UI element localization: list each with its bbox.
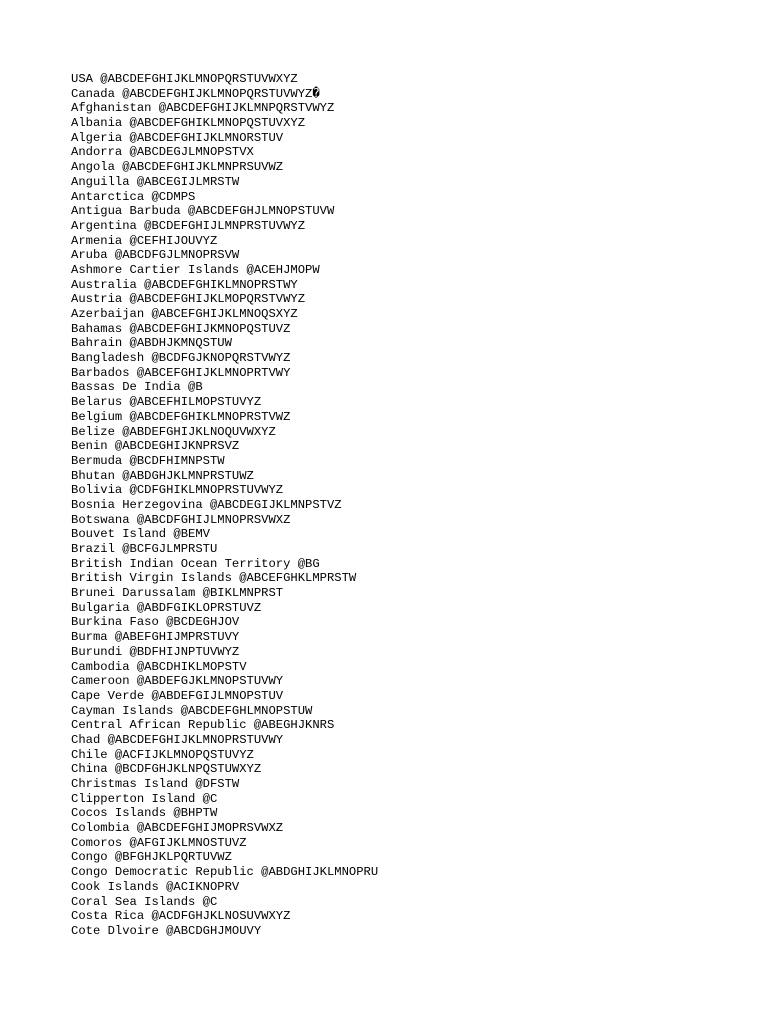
text-line: Central African Republic @ABEGHJKNRS (71, 718, 335, 733)
text-line: Bangladesh @BCDFGJKNOPQRSTVWYZ (71, 351, 291, 366)
text-line: Brazil @BCFGJLMPRSTU (71, 542, 218, 556)
text-line: Bahrain @ABDHJKMNQSTUW (71, 336, 232, 351)
text-line: Algeria @ABCDEFGHIJKLMNORSTUV (71, 130, 284, 145)
text-line: Cambodia @ABCDHIKLMOPSTV (71, 659, 247, 674)
text-line: Belarus @ABCEFHILMOPSTUVYZ (71, 395, 262, 410)
text-line: Argentina @BCDEFGHIJLMNPRSTUVWYZ (71, 218, 306, 233)
text-line: Australia @ABCDEFGHIKLMNOPRSTWY (71, 277, 298, 292)
text-line: Bhutan @ABDGHJKLMNPRSTUWZ (71, 468, 254, 483)
text-line: Cameroon @ABDEFGJKLMNOPSTUVWY (71, 674, 284, 689)
text-line: Cayman Islands @ABCDEFGHLMNOPSTUW (71, 703, 313, 718)
text-line: Bahamas @ABCDEFGHIJKMNOPQSTUVZ (71, 321, 291, 336)
text-line: Afghanistan @ABCDEFGHIJKLMNPQRSTVWYZ (71, 101, 335, 116)
text-line: Aruba @ABCDFGJLMNOPRSVW (71, 248, 240, 263)
text-line: Cook Islands @ACIKNOPRV (71, 879, 240, 894)
text-line: Albania @ABCDEFGHIKLMNOPQSTUVXYZ (71, 116, 306, 131)
text-line: Brunei Darussalam @BIKLMNPRST (71, 586, 284, 601)
text-line: Ashmore Cartier Islands @ACEHJMOPW (71, 262, 320, 277)
text-line: Congo @BFGHJKLPQRTUVWZ (71, 850, 232, 865)
text-line: Colombia @ABCDEFGHIJMOPRSVWXZ (71, 821, 284, 836)
text-line: Cape Verde @ABDEFGIJLMNOPSTUV (71, 688, 284, 703)
text-line: USA @ABCDEFGHIJKLMNOPQRSTUVWXYZ (71, 72, 298, 86)
text-line: Bassas De India @B (71, 380, 203, 395)
text-line: Cocos Islands @BHPTW (71, 806, 218, 821)
text-line: Botswana @ABCDFGHIJLMNOPRSVWXZ (71, 512, 291, 527)
text-line: Bolivia @CDFGHIKLMNOPRSTUVWYZ (71, 483, 284, 498)
text-line: Chad @ABCDEFGHIJKLMNOPRSTUVWY (71, 732, 284, 747)
text-line: Coral Sea Islands @C (71, 894, 218, 909)
text-line: Antigua Barbuda @ABCDEFGHJLMNOPSTUVW (71, 204, 335, 219)
text-line: Cote Dlvoire @ABCDGHJMOUVY (71, 923, 262, 938)
text-line: Belize @ABDEFGHIJKLNOQUVWXYZ (71, 424, 276, 439)
text-line: Benin @ABCDEGHIJKNPRSVZ (71, 439, 240, 454)
text-line: Armenia @CEFHIJOUVYZ (71, 233, 218, 248)
text-line: British Virgin Islands @ABCEFGHKLMPRSTW (71, 571, 357, 586)
text-line: Burma @ABEFGHIJMPRSTUVY (71, 630, 240, 645)
text-line: Bosnia Herzegovina @ABCDEGIJKLMNPSTVZ (71, 497, 342, 512)
text-line: Belgium @ABCDEFGHIKLMNOPRSTVWZ (71, 409, 291, 424)
text-line: Congo Democratic Republic @ABDGHIJKLMNOPRU (71, 865, 379, 880)
text-line: Barbados @ABCEFGHIJKLMNOPRTVWY (71, 365, 291, 380)
text-line: Comoros @AFGIJKLMNOSTUVZ (71, 835, 247, 850)
text-line: Bouvet Island @BEMV (71, 527, 210, 542)
text-line: Antarctica @CDMPS (71, 189, 196, 204)
text-line: Canada @ABCDEFGHIJKLMNOPQRSTUVWYZ� (71, 86, 320, 101)
text-line: Anguilla @ABCEGIJLMRSTW (71, 174, 240, 189)
text-line: Costa Rica @ACDFGHJKLNOSUVWXYZ (71, 909, 291, 924)
text-line: Austria @ABCDEFGHIJKLMOPQRSTVWYZ (71, 292, 306, 307)
text-line: Chile @ACFIJKLMNOPQSTUVYZ (71, 747, 254, 762)
text-line: British Indian Ocean Territory @BG (71, 556, 320, 571)
text-line: Burkina Faso @BCDEGHJOV (71, 615, 240, 630)
text-line: Clipperton Island @C (71, 791, 218, 806)
text-line: Bermuda @BCDFHIMNPSTW (71, 453, 225, 468)
text-line: Burundi @BDFHIJNPTUVWYZ (71, 644, 240, 659)
document-page (71, 72, 751, 939)
text-line: Andorra @ABCDEGJLMNOPSTVX (71, 145, 254, 160)
text-line: Angola @ABCDEFGHIJKLMNPRSUVWZ (71, 160, 284, 175)
text-line: China @BCDFGHJKLNPQSTUWXYZ (71, 762, 262, 777)
text-line: Christmas Island @DFSTW (71, 777, 240, 791)
text-line: Azerbaijan @ABCEFGHIJKLMNOQSXYZ (71, 307, 298, 321)
text-line: Bulgaria @ABDFGIKLOPRSTUVZ (71, 600, 262, 615)
